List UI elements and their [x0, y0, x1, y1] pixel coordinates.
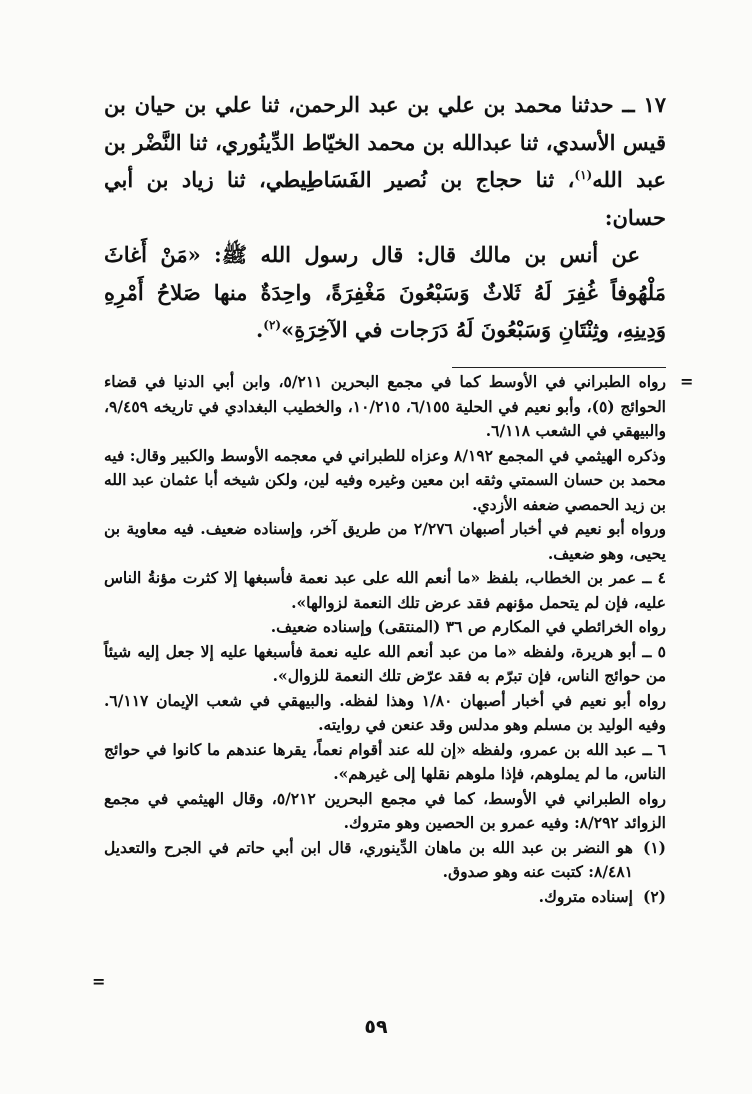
note-paragraph: ٤ ــ عمر بن الخطاب، بلفظ «ما أنعم الله على عبد نعمة فأسبغها إلا كثرت مؤنةُ الناس عليه، فإن لم يتحمل مؤنهم فقد عرض تلك النعمة لزوالها».	[104, 568, 666, 612]
continued-mark-top: =	[680, 372, 694, 391]
note-paragraph: ورواه أبو نعيم في أخبار أصبهان ٢/٢٧٦ من طريق آخر، وإسناده ضعيف. فيه معاوية بن يحيى، وهو ضعيف.	[104, 519, 666, 563]
note-paragraph: ٦ ــ عبد الله بن عمرو، ولفظه «إن لله عند أقوام نعماً، يقرها عندهم ما كانوا في حوائج الناس، ما لم يملوهم، فإذا ملوهم نقلها إلى غيرهم».	[104, 739, 666, 783]
footnote-number: (١)	[642, 837, 666, 857]
note-paragraph: ٥ ــ أبو هريرة، ولفظه «ما من عبد أنعم الله عليه نعمة فأسبغها عليه إلا جعل إليه شيئاً من حوائج الناس، فإن تبرّم به فقد عرّض تلك النعمة للزوال».	[104, 641, 666, 685]
footnote-ref-1[interactable]: (١)	[574, 168, 593, 182]
page-number: ٥٩	[364, 1016, 388, 1038]
main-text	[104, 86, 666, 349]
footnote-number: (٢)	[642, 886, 666, 906]
isnad-text: ١٧ ــ حدثنا محمد بن علي بن عبد الرحمن، ثنا علي بن حيان بن قيس الأسدي، ثنا عبدالله بن محمد الخيّاط الدِّينُوري، ثنا النَّضْر بن عبد الله	[104, 92, 666, 192]
footnote-divider	[452, 367, 666, 368]
note-paragraph: رواه الطبراني في الأوسط، كما في مجمع البحرين ٥/٢١٢، وقال الهيثمي في مجمع الزوائد ٨/٢٩٢: وفيه عمرو بن الحصين وهو متروك.	[104, 788, 666, 832]
hadith-isnad	[104, 86, 666, 236]
isnad-text-end: ، ثنا حجاج بن نُصير الفَسَاطِيطي، ثنا زياد بن أبي حسان:	[104, 167, 666, 230]
continued-mark-bottom: =	[92, 972, 106, 991]
note-paragraph: رواه الخرائطي في المكارم ص ٣٦ (المنتقى) وإسناده ضعيف.	[270, 617, 666, 636]
footnote-1	[104, 836, 666, 885]
footnote-text: هو النضر بن عبد الله بن ماهان الدِّينوري، قال ابن أبي حاتم في الجرح والتعديل ٨/٤٨١: كتبت عنه وهو صدوق.	[104, 837, 633, 881]
note-paragraph: رواه أبو نعيم في أخبار أصبهان ١/٨٠ وهذا لفظه. والبيهقي في شعب الإيمان ٦/١١٧. وفيه الوليد بن مسلم وهو مدلس وقد عنعن في روايته.	[104, 690, 666, 734]
footnote-2	[104, 885, 666, 910]
footnote-text: إسناده متروك.	[538, 886, 633, 906]
footnote-ref-2[interactable]: (٢)	[263, 318, 282, 332]
matn-text: عن أنس بن مالك قال: قال رسول الله ﷺ: «مَنْ أَغاثَ مَلْهُوفاً غُفِرَ لَهُ ثَلاثٌ وَسَبْعُونَ مَغْفِرَةً، واحِدَةٌ منها صَلاحُ أَمْرِهِ وَدِينِهِ، وثِنْتَانِ وَسَبْعُونَ لَهُ دَرَجات في الآخِرَةِ»	[104, 242, 666, 342]
note-paragraph: رواه الطبراني في الأوسط كما في مجمع البحرين ٥/٢١١، وابن أبي الدنيا في قضاء الحوائج (٥)، وأبو نعيم في الحلية ٦/١٥٥، ١٠/٢١٥، والخطيب البغدادي في تاريخه ٩/٤٥٩، والبيهقي في الشعب ٦/١١٨.	[104, 372, 667, 440]
hadith-matn	[104, 236, 666, 349]
notes-block	[104, 370, 666, 909]
matn-text-end: .	[255, 317, 264, 342]
note-paragraph: وذكره الهيثمي في المجمع ٨/١٩٢ وعزاه للطبراني في معجمه الأوسط والكبير وقال: فيه محمد بن حسان السمتي وثقه ابن معين وغيره وفيه لين، ولكن شيخه أبا عثمان عبد الله بن زيد الحمصي ضعفه الأزدي.	[104, 445, 666, 514]
